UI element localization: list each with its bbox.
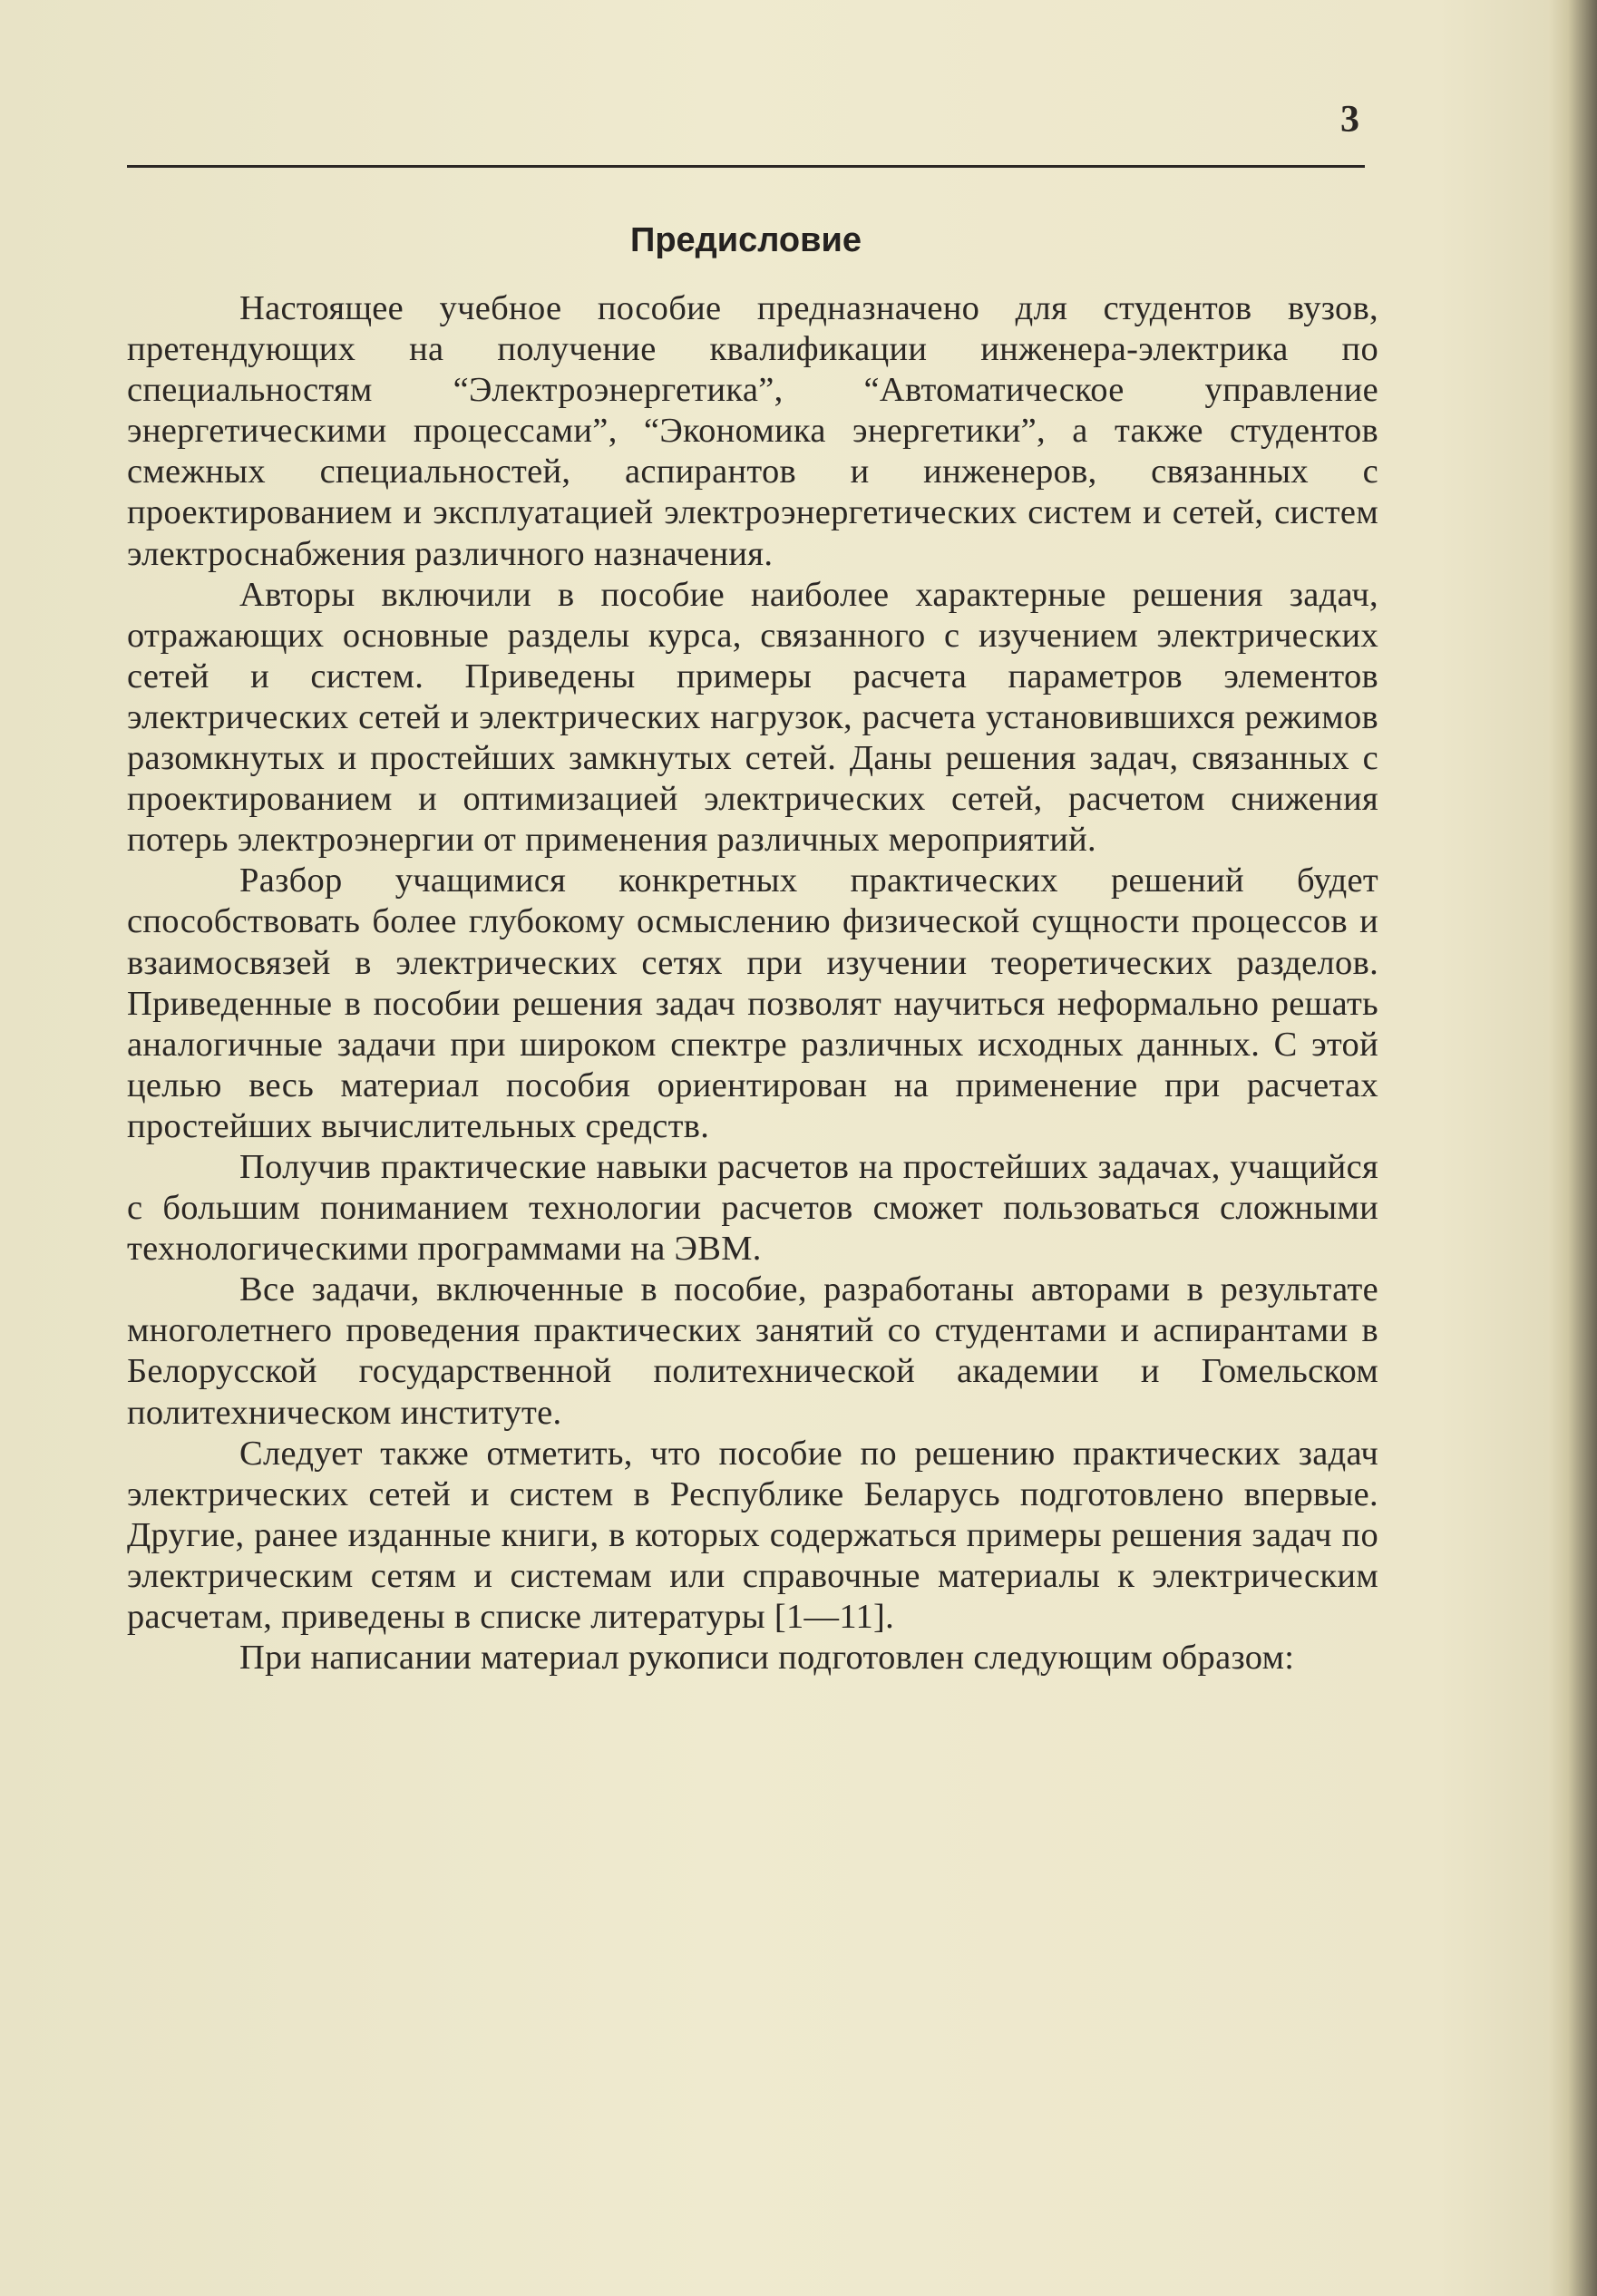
section-title: Предисловие xyxy=(630,221,862,259)
paragraph: При написании материал рукописи подготовлен следующим образом: xyxy=(239,1639,1295,1678)
paragraph: Следует также отметить, что пособие по решению практических задач электрических сетей и систем в Республике Беларусь подготовлено впервые. Другие, ранее изданные книги, в которых содержаться примеры решения задач по электрическим сетям и системам или справочные материалы к электрическим расчетам, приведены в списке литературы [1—11]. xyxy=(127,1434,1378,1636)
page-edge-shadow xyxy=(1549,0,1597,2296)
paragraph: Настоящее учебное пособие предназначено для студентов вузов, претендующих на получение квалификации инженера-электрика по специальностям “Электроэнергетика”, “Автоматическое управление энергетическими процессами”, “Экономика энергетики”, а также студентов смежных специальностей, аспирантов и инженеров, связанных с проектированием и эксплуатацией электроэнергетических систем и сетей, систем электроснабжения различного назначения. xyxy=(127,289,1378,573)
header-rule xyxy=(127,165,1365,168)
body-text xyxy=(127,288,1378,1678)
page-number: 3 xyxy=(1340,99,1359,141)
paragraph: Разбор учащимися конкретных практических решений будет способствовать более глубокому осмыслению физической сущности процессов и взаимосвязей в электрических сетях при изучении теоретических разделов. Приведенные в пособии решения задач позволят научиться неформально решать аналогичные задачи при широком спектре различных исходных данных. С этой целью весь материал пособия ориентирован на применение при расчетах простейших вычислительных средств. xyxy=(127,861,1378,1145)
paragraph: Авторы включили в пособие наиболее характерные решения задач, отражающих основные разделы курса, связанного с изучением электрических сетей и систем. Приведены примеры расчета параметров элементов электрических сетей и электрических нагрузок, расчета установившихся режимов разомкнутых и простейших замкнутых сетей. Даны решения задач, связанных с проектированием и оптимизацией электрических сетей, расчетом снижения потерь электроэнергии от применения различных мероприятий. xyxy=(127,575,1378,860)
paragraph: Все задачи, включенные в пособие, разработаны авторами в результате многолетнего проведения практических занятий со студентами и аспирантами в Белорусской государственной политехнической академии и Гомельском политехническом институте. xyxy=(127,1270,1378,1432)
paragraph: Получив практические навыки расчетов на простейших задачах, учащийся с большим пониманием технологии расчетов сможет пользоваться сложными технологическими программами на ЭВМ. xyxy=(127,1147,1378,1269)
